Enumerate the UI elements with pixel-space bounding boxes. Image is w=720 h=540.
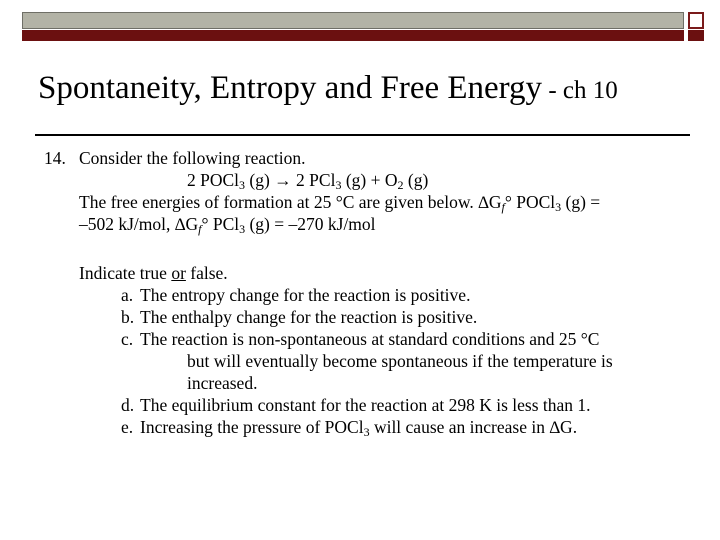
reaction-part: 2 POCl <box>187 170 240 190</box>
item-letter: d. <box>121 395 135 415</box>
item-text: The entropy change for the reaction is positive. <box>140 285 471 305</box>
header-square-filled <box>688 30 704 41</box>
item-text-part: Increasing the pressure of POCl <box>140 417 364 437</box>
title-divider <box>35 134 690 136</box>
question-block <box>44 147 694 438</box>
slide-title <box>38 70 618 107</box>
item-text-part: will cause an increase in ∆G. <box>369 417 578 437</box>
instruction-text: Indicate true <box>79 263 172 283</box>
item-sub: 3 <box>363 425 370 439</box>
list-item-d <box>44 394 694 416</box>
reaction-sub: 3 <box>335 178 342 192</box>
instruction-or: or <box>171 263 186 283</box>
reaction-part: (g) + O <box>341 170 398 190</box>
given-text: The free energies of formation at 25 °C are given below. ∆G <box>79 192 502 212</box>
item-letter: e. <box>121 417 134 437</box>
reaction-equation <box>44 169 694 191</box>
given-text: –502 kJ/mol, ∆G <box>79 214 199 234</box>
list-item-c-continued-2: increased. <box>187 373 258 393</box>
header-square-outline <box>688 12 704 29</box>
item-text <box>140 416 577 438</box>
reaction-part: (g) <box>403 170 429 190</box>
given-sub: 3 <box>239 222 246 236</box>
item-letter: c. <box>121 329 134 349</box>
title-main: Spontaneity, Entropy and Free Energy <box>38 70 543 106</box>
list-item-c-continued-1: but will eventually become spontaneous if the temperature is <box>187 351 613 371</box>
list-item-e <box>44 416 694 438</box>
given-text: (g) = <box>561 192 601 212</box>
given-text: ° PCl <box>201 214 240 234</box>
given-line-2 <box>44 213 694 235</box>
reaction-sub: 3 <box>239 178 246 192</box>
instruction-text: false. <box>185 263 228 283</box>
question-number: 14. <box>44 148 66 168</box>
item-text: The reaction is non-spontaneous at standard conditions and 25 °C <box>140 329 600 349</box>
list-item-c <box>44 328 694 350</box>
header-bar-gray <box>22 12 684 29</box>
list-item-a <box>44 284 694 306</box>
item-letter: b. <box>121 307 135 327</box>
instruction-line <box>44 262 694 284</box>
list-item-b <box>44 306 694 328</box>
item-letter: a. <box>121 285 134 305</box>
given-sub: 3 <box>555 200 562 214</box>
title-chapter: - ch 10 <box>542 77 618 104</box>
header-bar-red <box>22 30 684 41</box>
reaction-part: (g) → 2 PCl <box>245 170 336 190</box>
item-text: The enthalpy change for the reaction is positive. <box>140 307 478 327</box>
reaction-sub: 2 <box>397 178 404 192</box>
given-text: (g) = –270 kJ/mol <box>245 214 376 234</box>
given-sub: f <box>198 222 202 236</box>
given-text: ° POCl <box>504 192 556 212</box>
question-intro: Consider the following reaction. <box>79 148 306 168</box>
given-line-1 <box>44 191 694 213</box>
given-sub: f <box>501 200 505 214</box>
question-intro-line <box>44 147 694 169</box>
item-text: The equilibrium constant for the reaction at 298 K is less than 1. <box>140 395 591 415</box>
